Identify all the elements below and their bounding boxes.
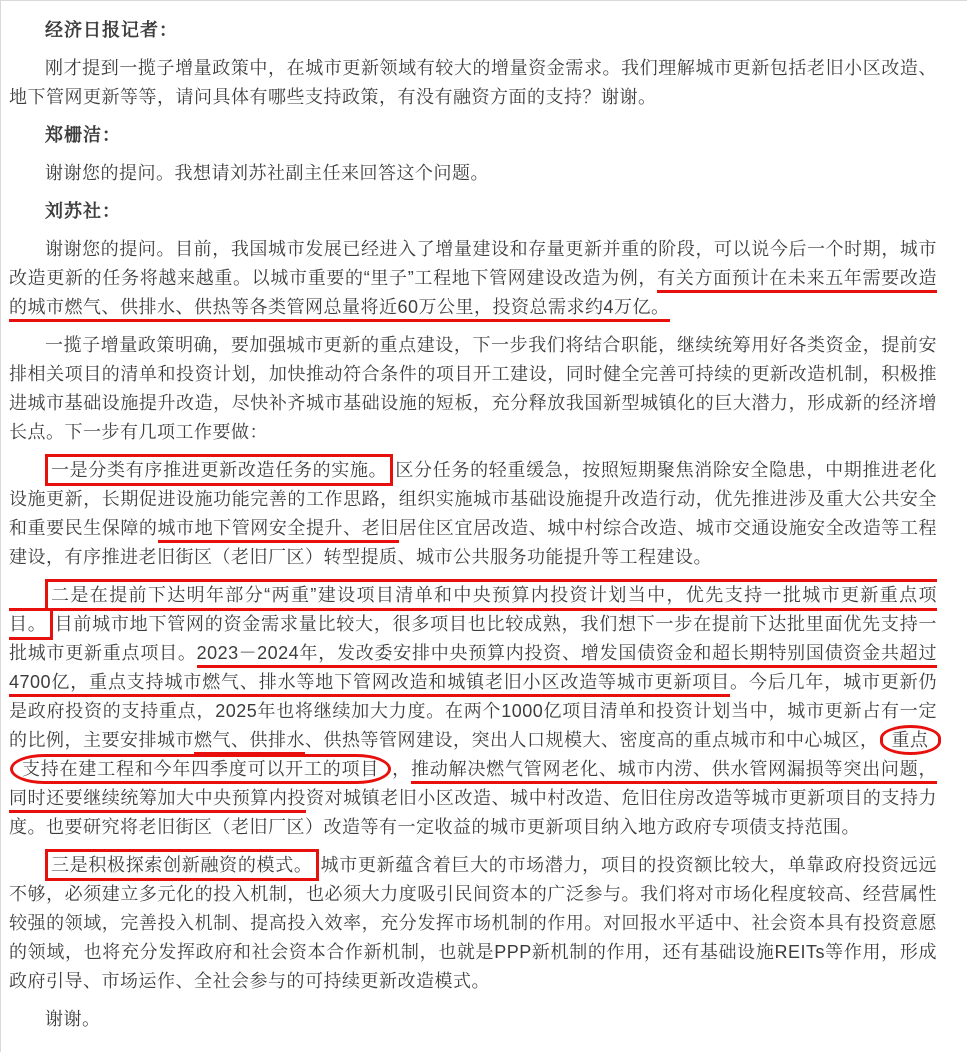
text-segment: 城市更新蕴含着巨大的市场潜力，项目的投资额比较大，单靠政府投资远远不够，必须建立多元化的投入机制，也必须大力度吸引民间资本的广泛参与。我们将对市场化程度较高、经营属性较强的领域，完善投入机制、提高投入效率，充分发挥市场机制的作用。对回报水平适中、社会资本具有投资意愿的领域，也将充分发挥政府和社会资本合作新机制，也就是PPP新机制的作用，还有基础设施REITs等作用，形成政府引导、市场运作、全社会参与的可持续更新改造模式。 bbox=[9, 855, 938, 991]
transcript-content bbox=[9, 16, 937, 1034]
text-segment: 居住区宜居改造、城中村综合改造、城市交通设施安全改造等工程建设，有序推进老旧街区（老旧厂区）转型提质、城市公共服务功能提升等工程建设。 bbox=[9, 518, 938, 567]
red-underline-annotation: 2023－2024年，发改委安排中央预算内投资、增发国债资金和超长期特别国债资金共超过4700亿，重点支持城市燃气、排水等地下管网改造和城镇老旧小区改造等城市更新项目 bbox=[9, 643, 937, 697]
paragraph bbox=[9, 331, 937, 447]
speaker-name: 郑栅洁： bbox=[45, 125, 121, 145]
red-box-annotation: 二是在提前下达明年部分“两重”建设项目清单和中央预算内投资计划当中，优先支持一批城市更新重点项目。 bbox=[9, 579, 937, 640]
paragraph bbox=[9, 456, 937, 572]
text-segment: 资对城镇老旧小区改造、城中村改造、危旧住房改造等城市更新项目的支持力度。也要研究将老旧街区（老旧厂区）改造等有一定收益的城市更新项目纳入地方政府专项债支持范围。 bbox=[9, 788, 938, 837]
text-segment: 目前城市地下管网的资金需求量比较大，很多项目也比较成熟，我们想下一步在提前下达批里面优先支持一批城市更新重点项目。 bbox=[9, 614, 937, 663]
red-underline-annotation: 推动解决燃气管网老化、城市内涝、供水管网漏损等突出问题，同时还要继续统筹加大中央预算内投 bbox=[9, 759, 937, 813]
red-underline-annotation: 有关方面预计在未来五年需要改造的城市燃气、供排水、供热等各类管网总量将近60万公里，投资总需求约4万亿。 bbox=[9, 268, 937, 322]
paragraph bbox=[9, 159, 937, 188]
text-segment: 谢谢您的提问。目前，我国城市发展已经进入了增量建设和存量更新并重的阶段，可以说今后一个时期，城市改造更新的任务将越来越重。以城市重要的“里子”工程地下管网建设改造为例， bbox=[9, 239, 937, 288]
paragraph bbox=[9, 851, 937, 996]
paragraph bbox=[9, 235, 937, 322]
speaker-name: 经济日报记者： bbox=[45, 20, 178, 40]
paragraph bbox=[9, 581, 937, 842]
text-segment: 一揽子增量政策明确，要加强城市更新的重点建设，下一步我们将结合职能，继续统筹用好各类资金，提前安排相关项目的清单和投资计划，加快推动符合条件的项目开工建设，同时健全完善可持续的更新改造机制，积极推进城市基础设施提升改造，尽快补齐城市基础设施的短板，充分释放我国新型城镇化的巨大潜力，形成新的经济增长点。下一步有几项工作要做： bbox=[9, 335, 937, 442]
red-oval-annotation: 重点支持在建工程和今年四季度可以开工的项目 bbox=[10, 725, 941, 784]
text-segment: ， bbox=[392, 759, 411, 779]
paragraph bbox=[9, 1005, 937, 1034]
red-underline-annotation: 燃气、供排水 bbox=[194, 730, 305, 755]
red-box-annotation: 三是积极探索创新融资的模式。 bbox=[45, 849, 319, 881]
text-segment: 、供热等管网建设，突出人口规模大、密度高的重点城市和中心城区， bbox=[305, 730, 879, 750]
speaker-name: 刘苏社： bbox=[45, 201, 121, 221]
text-segment: 谢谢。 bbox=[45, 1009, 101, 1029]
paragraph bbox=[9, 54, 937, 112]
text-segment: 刚才提到一揽子增量政策中，在城市更新领域有较大的增量资金需求。我们理解城市更新包括老旧小区改造、地下管网更新等等，请问具体有哪些支持政策，有没有融资方面的支持？谢谢。 bbox=[9, 58, 937, 107]
text-segment: 谢谢您的提问。我想请刘苏社副主任来回答这个问题。 bbox=[45, 163, 489, 183]
text-segment: 区分任务的轻重缓急，按照短期聚焦消除安全隐患，中期推进老化设施更新，长期促进设施功能完善的工作思路，组织实施城市基础设施提升改造行动，优先推进涉及重大公共安全和重要民生保障的 bbox=[9, 460, 937, 538]
red-underline-annotation: 城市地下管网安全提升、老旧 bbox=[158, 518, 399, 543]
red-box-annotation: 一是分类有序推进更新改造任务的实施。 bbox=[45, 454, 393, 486]
text-segment: 。今后几年，城市更新仍是政府投资的支持重点，2025年也将继续加大力度。在两个1000亿项目清单和投资计划当中，城市更新占有一定的比例，主要安排城市 bbox=[9, 672, 938, 750]
